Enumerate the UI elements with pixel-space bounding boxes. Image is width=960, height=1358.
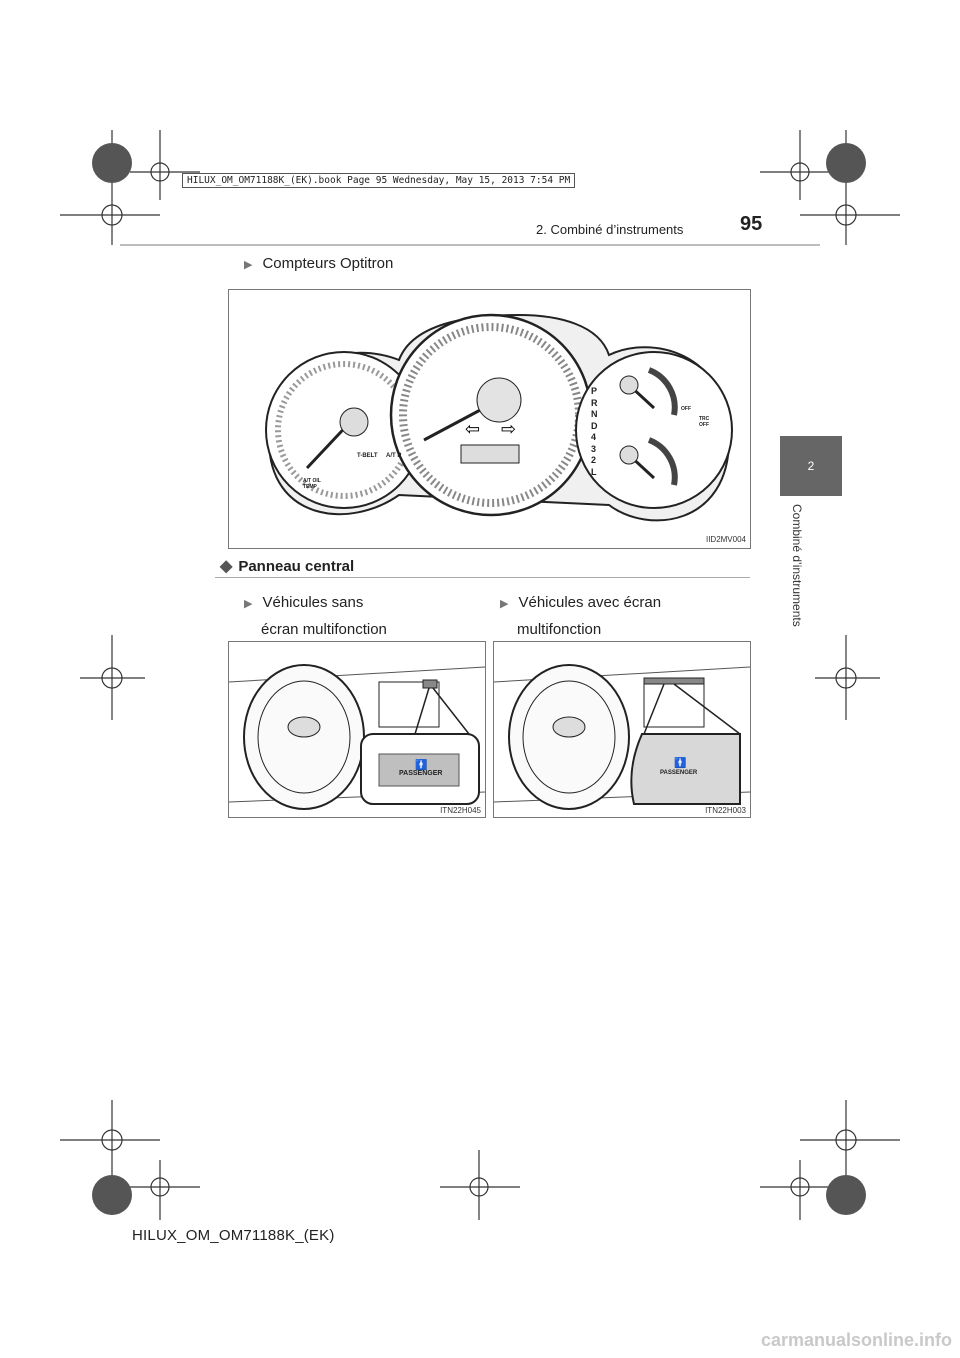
footer-doc-code: HILUX_OM_OM71188K_(EK)	[132, 1227, 335, 1244]
gear-n: N	[591, 409, 598, 419]
panel-right-figure-code: ITN22H003	[705, 806, 746, 815]
panel-heading-rule	[215, 577, 750, 578]
panel-heading	[220, 556, 354, 576]
dashboard-illustration-left	[229, 642, 485, 817]
panel-right-heading-line2: multifonction	[517, 621, 602, 638]
panel-left-heading-line1: Véhicules sans	[262, 594, 364, 611]
gear-r: R	[591, 397, 598, 408]
panel-left-heading	[244, 590, 387, 642]
book-stamp: HILUX_OM_OM71188K_(EK).book Page 95 Wednesday, May 15, 2013 7:54 PM	[182, 173, 575, 188]
gear-indicator-column	[591, 386, 598, 478]
section-title: 2. Combiné d’instruments	[536, 222, 684, 237]
gear-2: 2	[591, 455, 597, 465]
diamond-bullet-icon: ◆	[220, 558, 233, 575]
header-rule	[120, 244, 820, 246]
optitron-figure	[228, 289, 751, 549]
gear-4: 4	[591, 432, 597, 442]
panel-right-figure	[493, 641, 751, 818]
atoil-label: A/T OIL TEMP	[303, 478, 321, 490]
triangle-bullet-icon: ▶	[244, 259, 253, 271]
chapter-label-text: Combiné d’instruments	[790, 504, 804, 627]
gear-3: 3	[591, 443, 597, 454]
optitron-heading-text: Compteurs Optitron	[262, 255, 394, 272]
panel-left-figure-code: ITN22H045	[440, 806, 481, 815]
optitron-figure-code: IID2MV004	[705, 535, 746, 544]
off-label: OFF	[681, 406, 691, 412]
page-number: 95	[740, 213, 763, 235]
watermark: carmanualsonline.info	[760, 1330, 952, 1350]
svg-text:🚹: 🚹	[674, 758, 687, 769]
atp-label: A/T P	[386, 453, 402, 459]
chapter-number: 2	[807, 459, 815, 473]
svg-text:🚹: 🚹	[415, 760, 428, 771]
triangle-bullet-icon: ▶	[500, 598, 509, 610]
gear-l: L	[591, 466, 597, 477]
passenger-indicator-right: PASSENGER	[660, 770, 698, 776]
gear-p: P	[591, 386, 598, 396]
panel-right-heading-line1: Véhicules avec écran	[518, 594, 662, 611]
svg-text:⇦: ⇦	[465, 419, 481, 440]
gear-d: D	[591, 420, 598, 431]
triangle-bullet-icon: ▶	[244, 598, 253, 610]
tbelt-label: T-BELT	[357, 453, 378, 459]
panel-left-figure	[228, 641, 486, 818]
chapter-label	[790, 504, 804, 644]
panel-heading-text: Panneau central	[238, 558, 355, 575]
chapter-tab	[780, 436, 842, 496]
optitron-heading	[244, 255, 393, 272]
dashboard-illustration-right	[494, 642, 750, 817]
svg-text:⇨: ⇨	[501, 419, 517, 440]
passenger-indicator-left: PASSENGER	[399, 770, 443, 777]
trc-off-label: TRC OFF	[699, 416, 710, 428]
instrument-cluster-illustration	[229, 290, 750, 548]
panel-right-heading	[500, 590, 661, 642]
panel-left-heading-line2: écran multifonction	[261, 621, 387, 638]
